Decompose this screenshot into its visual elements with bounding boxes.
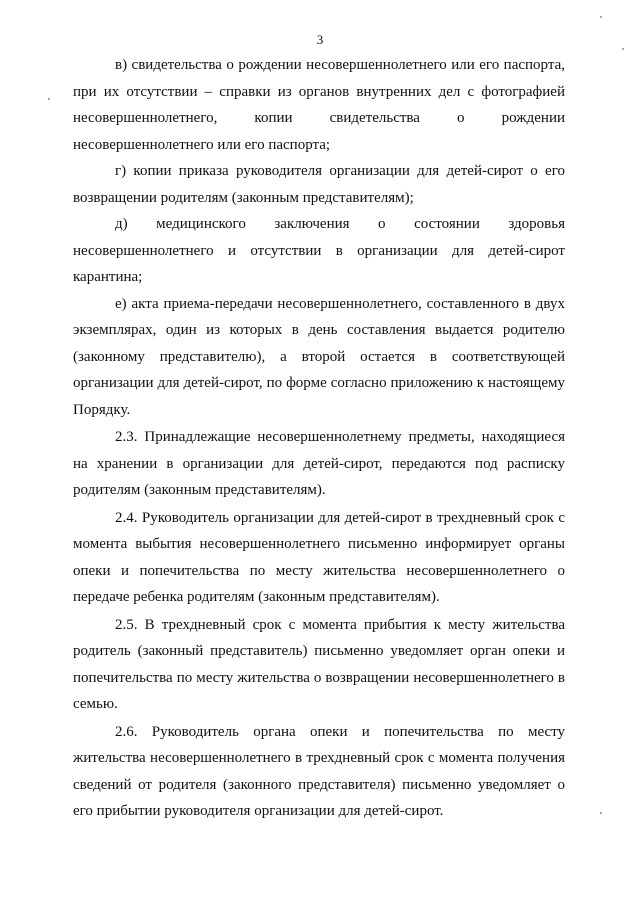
scan-speck (600, 16, 602, 18)
scan-speck (600, 812, 602, 814)
paragraph-2-4: 2.4. Руководитель организации для детей-сирот в трехдневный срок с момента выбытия несовершеннолетнего письменно информирует органы опеки и попечительства по месту жительства несовершеннолетнего о передаче ребенка родителям (законным представителям). (73, 509, 565, 605)
paragraph-item-d: д) медицинского заключения о состоянии здоровья несовершеннолетнего и отсутствии в организации для детей-сирот карантина; (73, 216, 565, 285)
paragraph-item-g: г) копии приказа руководителя организации для детей-сирот о его возвращении родителям (законным представителям); (73, 163, 565, 206)
scan-speck (622, 48, 624, 50)
paragraph-2-5: 2.5. В трехдневный срок с момента прибытия к месту жительства родитель (законный представитель) письменно уведомляет орган опеки и попечительства по месту жительства о возвращении несовершеннолетнего в семью. (73, 616, 565, 712)
paragraph-2-3: 2.3. Принадлежащие несовершеннолетнему предметы, находящиеся на хранении в организации для детей-сирот, передаются под расписку родителям (законным представителям). (73, 429, 565, 498)
document-body (73, 52, 565, 825)
scan-speck (48, 98, 50, 100)
paragraph-item-v: в) свидетельства о рождении несовершеннолетнего или его паспорта, при их отсутствии – справки из органов внутренних дел с фотографией несовершеннолетнего, копии свидетельства о рождении несовершеннолетнего или его паспорта; (73, 57, 565, 153)
page-number: 3 (316, 32, 324, 47)
paragraph-item-e: е) акта приема-передачи несовершеннолетнего, составленного в двух экземплярах, один из которых в день составления выдается родителю (законному представителю), а второй остается в соответствующей организации для детей-сирот, по форме согласно приложению к настоящему Порядку. (73, 295, 565, 418)
paragraph-2-6: 2.6. Руководитель органа опеки и попечительства по месту жительства несовершеннолетнего в трехдневный срок с момента получения сведений от родителя (законного представителя) письменно уведомляет о его прибытии руководителя организации для детей-сирот. (73, 723, 565, 819)
